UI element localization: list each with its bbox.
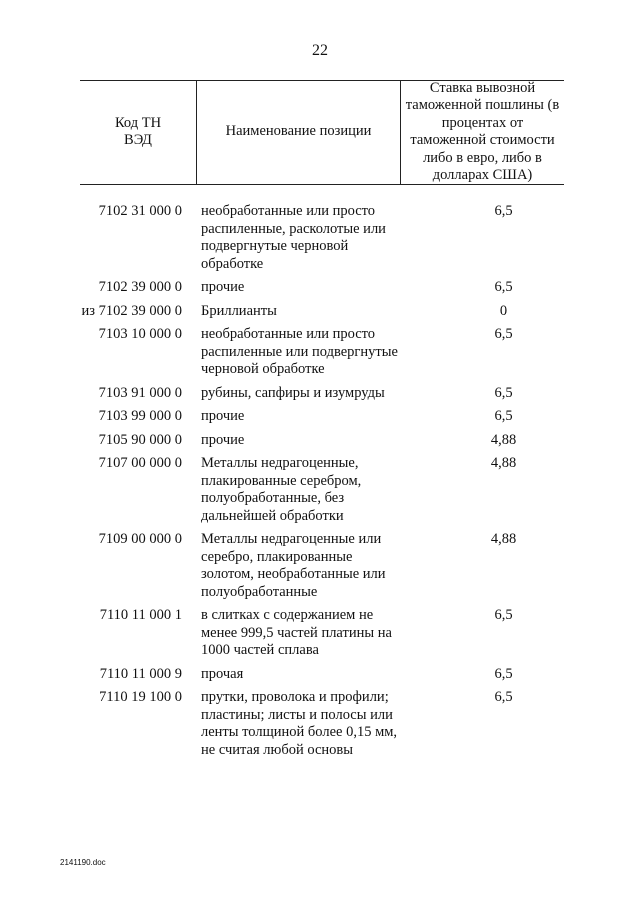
table-row: [0, 607, 640, 660]
rate-cell: 4,88: [490, 455, 517, 471]
page-number: 22: [312, 42, 328, 59]
rate-cell: 6,5: [494, 408, 513, 424]
header-name-text: Наименование позиции: [225, 123, 372, 140]
name-cell: рубины, сапфиры и изумруды: [201, 384, 385, 401]
name-cell: прочие: [201, 279, 245, 295]
code-cell: 7102 39 000 0: [98, 279, 182, 295]
table-row: [0, 303, 640, 321]
rate-cell: 6,5: [494, 607, 513, 623]
rate-cell: 6,5: [494, 384, 513, 401]
rate-cell: 4,88: [490, 531, 517, 547]
name-cell: необработанные или просто распиленные или подвергнутые черновой обработке: [201, 326, 398, 377]
code-cell: 7102 31 000 0: [98, 203, 182, 219]
table-row: [0, 432, 640, 450]
code-cell: 7110 11 000 9: [99, 665, 182, 682]
code-cell: 7109 00 000 0: [98, 531, 182, 547]
rate-cell: 0: [499, 302, 508, 319]
header-code: [80, 80, 196, 184]
table-body: [0, 203, 640, 765]
header-code-text: Код ТН ВЭД: [114, 114, 162, 148]
table-row: [0, 455, 640, 525]
rate-cell: 4,88: [490, 431, 517, 448]
name-cell: прочая: [201, 665, 244, 682]
table-row: [0, 531, 640, 601]
code-cell: 7110 19 100 0: [99, 689, 182, 705]
table-row: [0, 385, 640, 403]
code-cell: 7103 91 000 0: [98, 384, 182, 401]
name-cell: необработанные или просто распиленные, расколотые или подвергнутые черновой обработке: [201, 203, 386, 272]
table-row: [0, 689, 640, 759]
name-cell: в слитках с содержанием не менее 999,5 частей платины на 1000 частей сплава: [201, 607, 392, 658]
code-cell: 7103 10 000 0: [98, 326, 182, 342]
table-row: [0, 326, 640, 379]
header-rate: [401, 80, 564, 184]
code-cell: 7107 00 000 0: [98, 455, 182, 471]
code-cell: 7110 11 000 1: [99, 607, 182, 623]
name-cell: прочие: [201, 431, 245, 448]
name-cell: Бриллианты: [201, 302, 277, 319]
name-cell: Металлы недрагоценные, плакированные серебром, полуобработанные, без дальнейшей обработки: [201, 455, 362, 524]
code-cell: из 7102 39 000 0: [81, 302, 182, 319]
header-rate-text: Ставка вывозной таможенной пошлины (в процентах от таможенной стоимости либо в евро, либо в долларах США): [405, 79, 560, 183]
rate-cell: 6,5: [494, 326, 513, 342]
header-name: [197, 80, 400, 184]
rate-cell: 6,5: [494, 279, 513, 295]
table-row: [0, 279, 640, 297]
table-row: [0, 666, 640, 684]
name-cell: прутки, проволока и профили; пластины; листы и полосы или ленты толщиной более 0,15 мм, не считая любой основы: [201, 689, 398, 758]
name-cell: Металлы недрагоценные или серебро, плакированные золотом, необработанные или полуобработанные: [201, 531, 386, 600]
code-cell: 7103 99 000 0: [98, 408, 182, 424]
table-row: [0, 203, 640, 273]
name-cell: прочие: [201, 408, 245, 424]
code-cell: 7105 90 000 0: [98, 431, 182, 448]
rate-cell: 6,5: [494, 203, 513, 219]
rate-cell: 6,5: [494, 689, 513, 705]
rate-cell: 6,5: [494, 665, 513, 682]
table-row: [0, 408, 640, 426]
document-filename: 2141190.doc: [60, 858, 106, 867]
